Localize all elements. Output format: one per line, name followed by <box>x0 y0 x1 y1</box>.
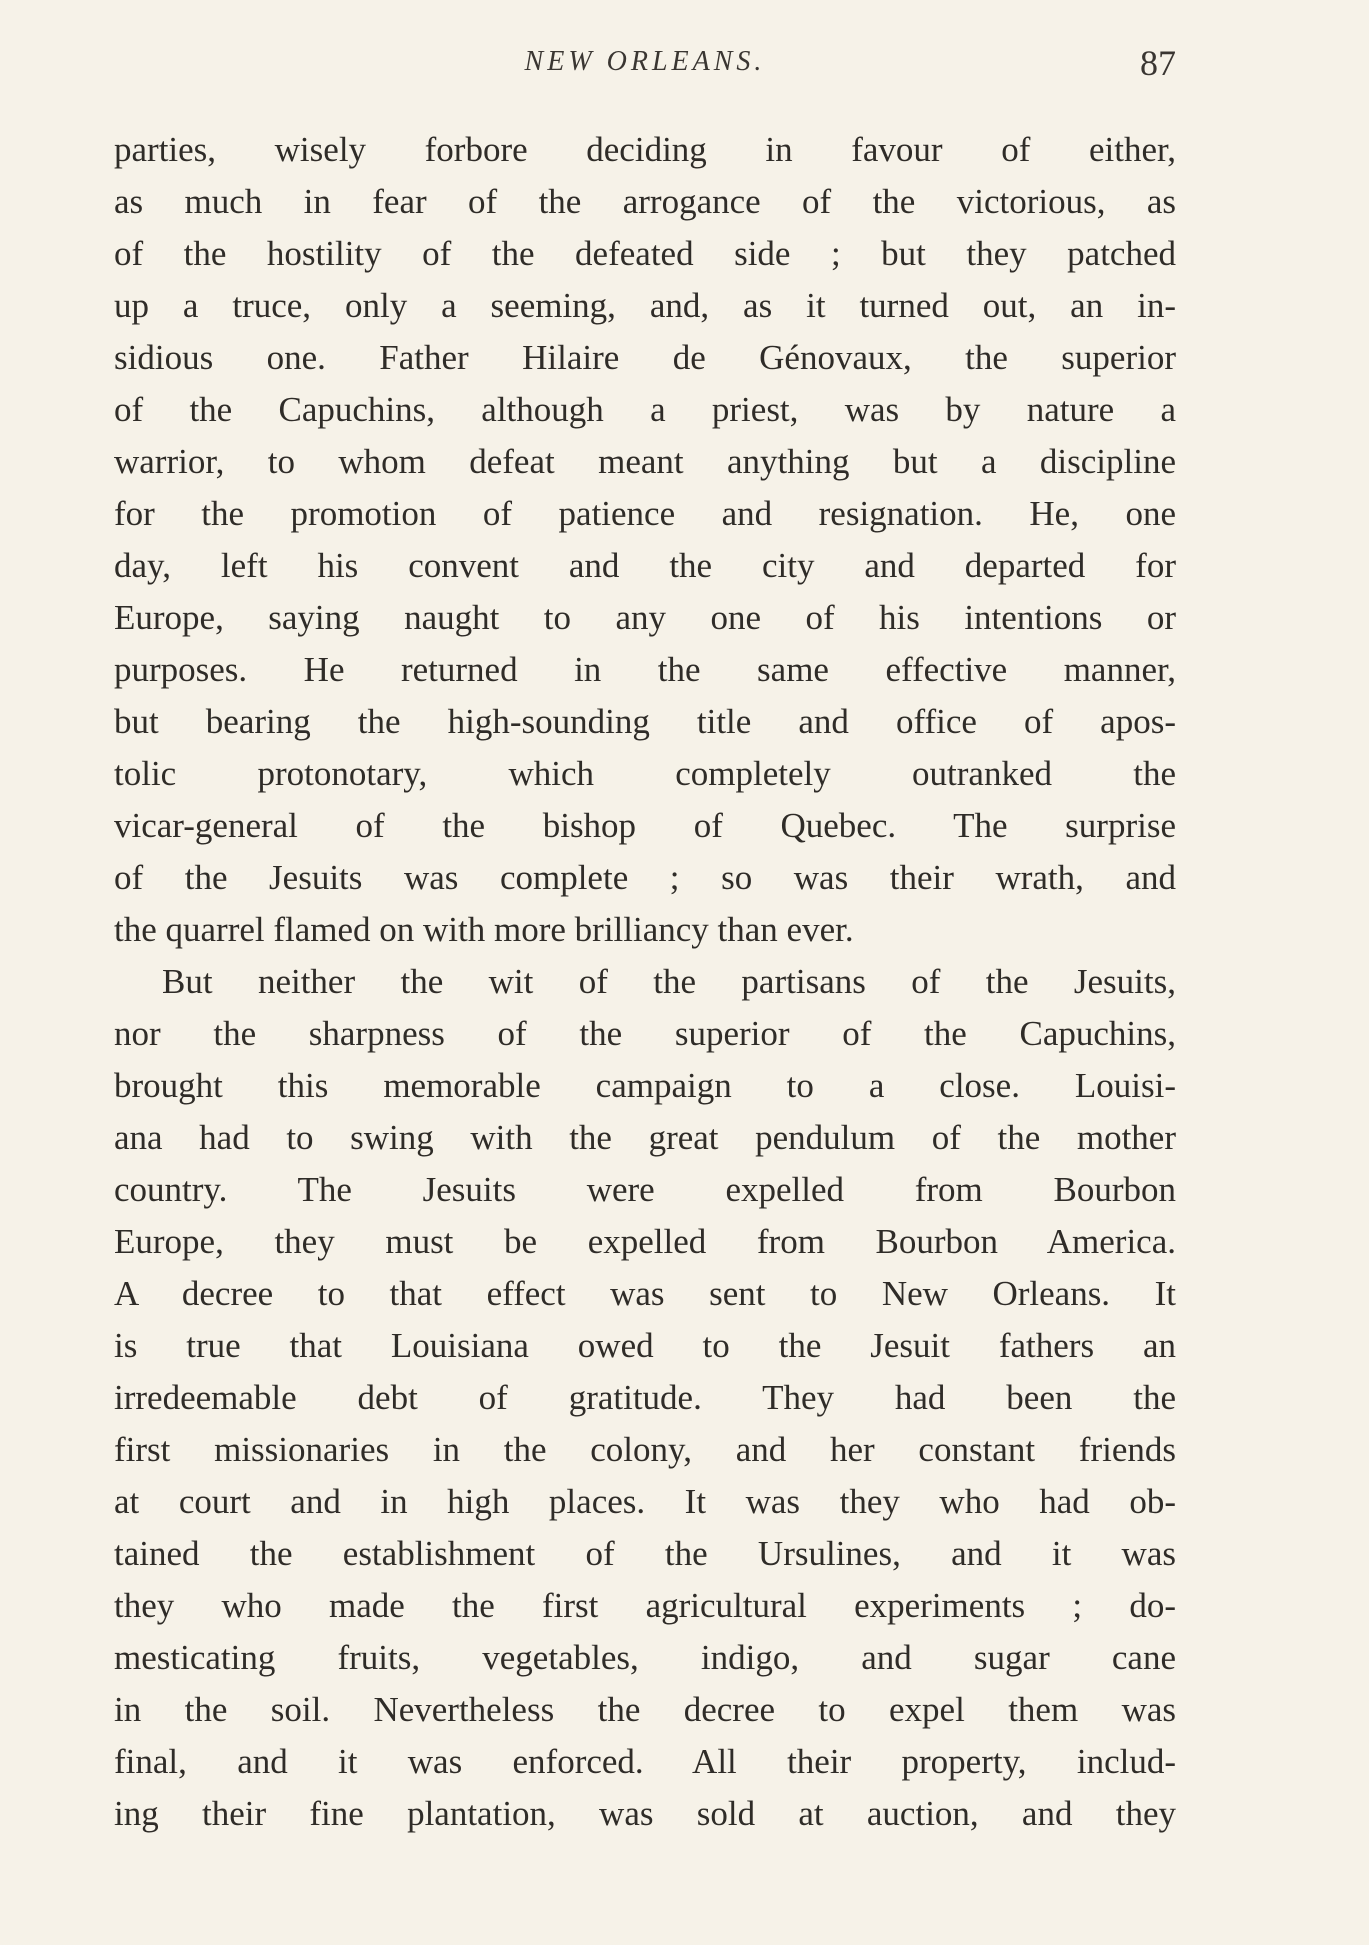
text-line: the quarrel flamed on with more brilliancy than ever. <box>114 910 854 949</box>
text-line: of the hostility of the defeated side ; but they patched <box>114 234 1176 273</box>
text-line: Europe, saying naught to any one of his intentions or <box>114 598 1176 637</box>
text-line: they who made the first agricultural experiments ; do- <box>114 1586 1176 1625</box>
text-line: parties, wisely forbore deciding in favour of either, <box>114 130 1176 169</box>
text-line: mesticating fruits, vegetables, indigo, and sugar cane <box>114 1638 1176 1677</box>
text-line: brought this memorable campaign to a close. Louisi- <box>114 1066 1176 1105</box>
text-line: up a truce, only a seeming, and, as it turned out, an in- <box>114 286 1176 325</box>
text-line: of the Capuchins, although a priest, was by nature a <box>114 390 1176 429</box>
text-line: in the soil. Nevertheless the decree to expel them was <box>114 1690 1176 1729</box>
text-line: vicar-general of the bishop of Quebec. The surprise <box>114 806 1176 845</box>
text-line: sidious one. Father Hilaire de Génovaux, the superior <box>114 338 1176 377</box>
text-line: ing their fine plantation, was sold at auction, and they <box>114 1794 1176 1833</box>
text-line: but bearing the high-sounding title and office of apos- <box>114 702 1176 741</box>
text-line: ana had to swing with the great pendulum of the mother <box>114 1118 1176 1157</box>
text-line: as much in fear of the arrogance of the victorious, as <box>114 182 1176 221</box>
text-line: final, and it was enforced. All their property, includ- <box>114 1742 1176 1781</box>
text-line: day, left his convent and the city and departed for <box>114 546 1176 585</box>
text-line: first missionaries in the colony, and her constant friends <box>114 1430 1176 1469</box>
text-line: tolic protonotary, which completely outranked the <box>114 754 1176 793</box>
text-line: tained the establishment of the Ursulines, and it was <box>114 1534 1176 1573</box>
running-head <box>114 42 1176 82</box>
text-line: at court and in high places. It was they who had ob- <box>114 1482 1176 1521</box>
text-line: is true that Louisiana owed to the Jesuit fathers an <box>114 1326 1176 1365</box>
text-line: for the promotion of patience and resignation. He, one <box>114 494 1176 533</box>
text-line: purposes. He returned in the same effective manner, <box>114 650 1176 689</box>
body-text <box>114 124 1176 1840</box>
text-line: A decree to that effect was sent to New Orleans. It <box>114 1274 1176 1313</box>
text-line: country. The Jesuits were expelled from Bourbon <box>114 1170 1176 1209</box>
text-line: warrior, to whom defeat meant anything but a discipline <box>114 442 1176 481</box>
running-title: NEW ORLEANS. <box>524 46 766 77</box>
text-line: irredeemable debt of gratitude. They had been the <box>114 1378 1176 1417</box>
text-line: of the Jesuits was complete ; so was their wrath, and <box>114 858 1176 897</box>
text-line: Europe, they must be expelled from Bourbon America. <box>114 1222 1176 1261</box>
page-number: 87 <box>1140 43 1176 83</box>
text-line: nor the sharpness of the superior of the Capuchins, <box>114 1014 1176 1053</box>
text-line: But neither the wit of the partisans of the Jesuits, <box>162 962 1176 1001</box>
